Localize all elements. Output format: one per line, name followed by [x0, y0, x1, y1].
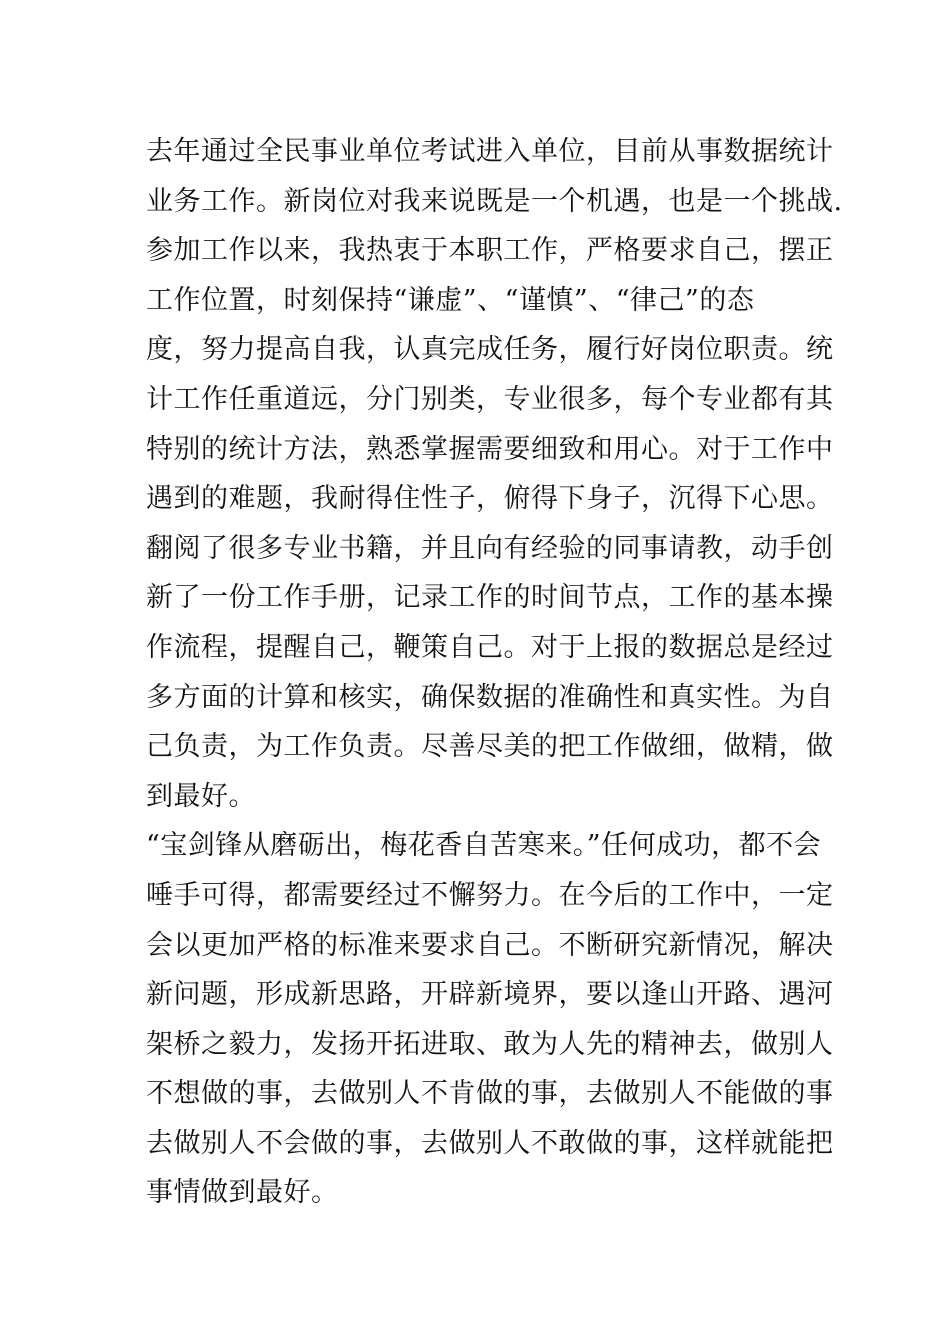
text-line: 参加工作以来，我热衷于本职工作，严格要求自己，摆正 — [146, 235, 834, 267]
body-text — [146, 127, 843, 1218]
text-line: 新问题，形成新思路，开辟新境界，要以逢山开路、遇河 — [146, 979, 834, 1011]
text-line: 唾手可得，都需要经过不懈努力。在今后的工作中，一定 — [146, 879, 834, 911]
text-line: 己负责，为工作负责。尽善尽美的把工作做细，做精，做 — [146, 731, 834, 763]
text-line: 去做别人不会做的事，去做别人不敢做的事，这样就能把 — [146, 1127, 834, 1159]
text-line: 遇到的难题，我耐得住性子，俯得下身子，沉得下心思。 — [146, 483, 834, 515]
text-line: 业务工作。新岗位对我来说既是一个机遇，也是一个挑战. — [146, 185, 843, 217]
text-line: 翻阅了很多专业书籍，并且向有经验的同事请教，动手创 — [146, 532, 834, 564]
text-line: 事情做到最好。 — [146, 1177, 339, 1209]
text-line: 特别的统计方法，熟悉掌握需要细致和用心。对于工作中 — [146, 433, 834, 465]
text-line: 会以更加严格的标准来要求自己。不断研究新情况，解决 — [146, 929, 834, 961]
text-line: 新了一份工作手册，记录工作的时间节点，工作的基本操 — [146, 582, 834, 614]
text-line: 多方面的计算和核实，确保数据的准确性和真实性。为自 — [146, 681, 834, 713]
text-line: “宝剑锋从磨砺出，梅花香自苦寒来。”任何成功，都不会 — [146, 830, 822, 862]
text-line: 作流程，提醒自己，鞭策自己。对于上报的数据总是经过 — [146, 631, 834, 663]
text-line: 架桥之毅力，发扬开拓进取、敢为人先的精神去，做别人 — [146, 1028, 834, 1060]
text-line: 到最好。 — [146, 780, 256, 812]
text-line: 去年通过全民事业单位考试进入单位，目前从事数据统计 — [146, 136, 834, 167]
text-line: 度，努力提高自我，认真完成任务，履行好岗位职责。统 — [146, 334, 834, 366]
text-line: 工作位置，时刻保持“谦虚”、“谨慎”、“律己”的态 — [146, 284, 755, 316]
text-line: 不想做的事，去做别人不肯做的事，去做别人不能做的事 — [146, 1078, 834, 1110]
text-line: 计工作任重道远，分门别类，专业很多，每个专业都有其 — [146, 383, 834, 415]
